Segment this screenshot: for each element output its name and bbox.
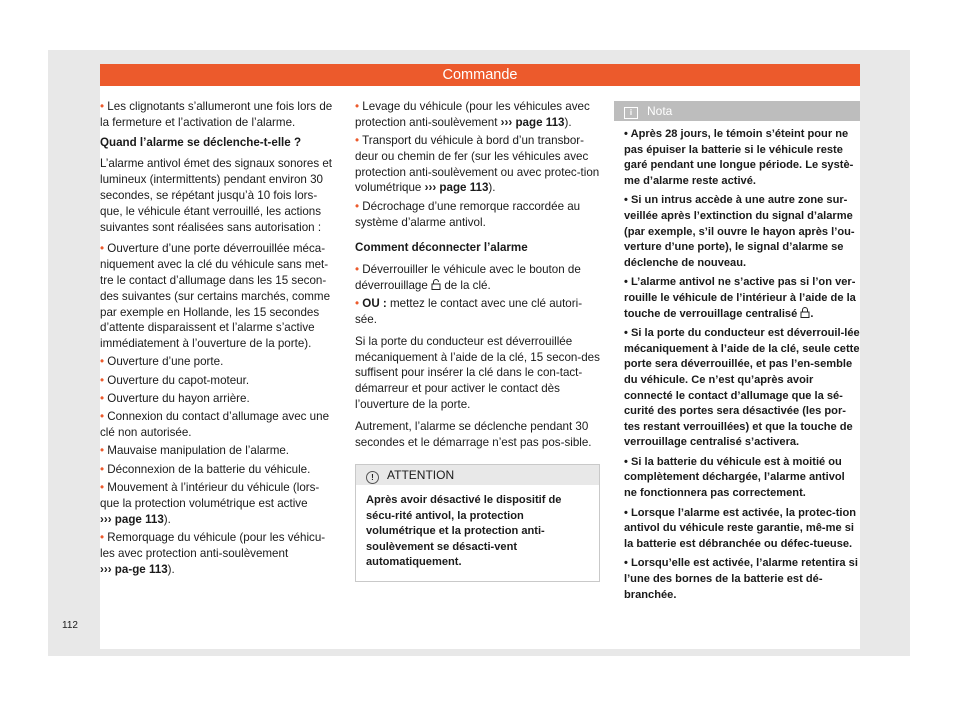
page-reference-link[interactable]: ››› page 113 (424, 181, 489, 195)
column-middle (355, 99, 600, 582)
bullet-icon: • (355, 263, 360, 277)
list-item: • Mouvement à l’intérieur du véhicule (lors-que la protection volumétrique est active ››› page 113). (100, 481, 320, 526)
list-item: • Transport du véhicule à bord d’un transbor-deur ou chemin de fer (sur les véhicules avec protection anti-soulèvement ou avec protec-tion volumétrique ››› page 113). (355, 134, 600, 195)
bullet-icon: • (100, 355, 105, 369)
section-heading: Quand l’alarme se déclenche-t-elle ? (100, 135, 302, 149)
bullet-icon: • (100, 481, 105, 495)
bullet-icon: • (100, 444, 105, 458)
list-item: • Lorsque l’alarme est activée, la protec-tion antivol du véhicule reste garantie, mê-me si la batterie est débranchée ou défec-tueuse. (624, 506, 857, 550)
bullet-icon: • (100, 100, 105, 113)
column-right (614, 101, 860, 607)
nota-box (614, 121, 860, 603)
list-item: • Ouverture d’une porte. (100, 355, 224, 369)
list-item: • Après 28 jours, le témoin s’éteint pour ne pas épuiser la batterie si le véhicule reste garé pendant une longue période. Le systè-me d’alarme reste activé. (624, 128, 854, 187)
list-item: • Ouverture du capot-moteur. (100, 373, 250, 387)
bullet-icon: • (355, 134, 360, 148)
page-number: 112 (62, 620, 78, 631)
bullet-icon: • (624, 506, 628, 519)
list-item: • Décrochage d’une remorque raccordée au système d’alarme antivol. (355, 199, 581, 229)
nota-header: i Nota (614, 101, 860, 121)
info-icon: i (624, 107, 638, 119)
bullet-icon: • (100, 530, 105, 544)
attention-text: Après avoir désactivé le dispositif de sécu-rité antivol, la protection volumétrique et la protection anti-soulèvement se désacti-vent automatiquement. (366, 494, 562, 569)
list-item: • Lorsqu’elle est activée, l’alarme retentira si l’une des bornes de la batterie est dé-branchée. (624, 557, 858, 601)
list-item: • Déverrouiller le véhicule avec le bouton de déverrouillage de la clé. (355, 263, 581, 292)
bullet-icon: • (624, 557, 628, 570)
bullet-icon: • (624, 194, 628, 207)
bullet-icon: • (624, 128, 628, 140)
list-item: • OU : mettez le contact avec une clé autori-sée. (355, 297, 583, 327)
page-reference-link[interactable]: ››› page 113 (500, 115, 565, 129)
attention-box (355, 464, 600, 582)
section-heading: Comment déconnecter l’alarme (355, 241, 528, 255)
list-item: • Déconnexion de la batterie du véhicule. (100, 462, 311, 476)
bullet-icon: • (624, 455, 628, 468)
bullet-icon: • (355, 100, 360, 113)
page-reference-link[interactable]: ››› pa-ge 113 (100, 562, 168, 576)
list-item: • Ouverture du hayon arrière. (100, 392, 250, 406)
section-header: Commande (100, 64, 860, 86)
paragraph: Si la porte du conducteur est déverrouillée mécaniquement à l’aide de la clé, 15 secon-des suffisent pour insérer la clé dans le con-tact-démarreur et pour activer le contact dès l’ouverture de la porte. (355, 334, 600, 412)
list-item: • Mauvaise manipulation de l’alarme. (100, 444, 290, 458)
column-left (100, 99, 338, 580)
paragraph: L’alarme antivol émet des signaux sonores et lumineux (intermittents) pendant environ 30 secondes, se répétant jusqu’à 10 fois lors-que, le véhicule étant verrouillé, les actions suivantes sont réalisées sans autorisation : (100, 157, 333, 234)
paragraph: Autrement, l’alarme se déclenche pendant 30 secondes et le démarrage n’est pas pos-sible. (355, 419, 592, 449)
lock-icon (800, 307, 810, 318)
unlock-icon (431, 279, 441, 290)
bullet-icon: • (100, 410, 105, 424)
list-item: • Ouverture d’une porte déverrouillée méca-niquement avec la clé du véhicule sans met-tre le contact d’allumage dans les 15 secon-des suivantes (sur certains marchés, comme par exemple en Hollande, les 15 secondes d’attente disparaissent et l’alarme s’active immédiatement à l’ouverture de la porte). (100, 242, 331, 351)
list-item: • Levage du véhicule (pour les véhicules avec protection anti-soulèvement ››› page 113). (355, 100, 590, 129)
list-item: • Si la porte du conducteur est déverrouil-lée mécaniquement à l’aide de la clé, seule cette porte sera déverrouillée, et pas l’en-semble du véhicule. Ce n’est qu’après avoir connecté le contact d’allumage que la sé-curité des portes sera désactivée (les por-tes restant verrouillées) et que la touche de verrouillage centralisé s’activera. (624, 327, 860, 449)
page-reference-link[interactable]: ››› page 113 (100, 512, 164, 526)
warning-icon: ! (366, 471, 379, 484)
bullet-icon: • (100, 462, 105, 476)
bullet-icon: • (100, 373, 105, 387)
list-item: • Si un intrus accède à une autre zone sur-veillée après l’extinction du signal d’alarme (par exemple, s’il ouvre le hayon après l’ou-verture d’une porte), le signal d’alarme se déclenche de nouveau. (624, 194, 855, 269)
list-item: • Remorquage du véhicule (pour les véhicu-les avec protection anti-soulèvement ››› pa-ge 113). (100, 530, 326, 576)
bullet-icon: • (624, 276, 628, 289)
list-item: • L’alarme antivol ne s’active pas si l’on ver-rouille le véhicule de l’intérieur à l’aide de la touche de verrouillage centralisé . (624, 276, 856, 320)
bullet-icon: • (355, 199, 360, 213)
attention-header: ! ATTENTION (356, 465, 599, 485)
list-item: • Les clignotants s’allumeront une fois lors de la fermeture et l’activation de l’alarme. (100, 100, 333, 129)
bullet-icon: • (100, 242, 105, 256)
list-item: • Si la batterie du véhicule est à moitié ou complètement déchargée, l’alarme antivol ne fonctionnera pas correctement. (624, 455, 845, 500)
list-item: • Connexion du contact d’allumage avec une clé non autorisée. (100, 410, 330, 440)
bullet-icon: • (100, 392, 105, 406)
bullet-icon: • (624, 327, 628, 340)
bullet-icon: • (355, 297, 360, 311)
